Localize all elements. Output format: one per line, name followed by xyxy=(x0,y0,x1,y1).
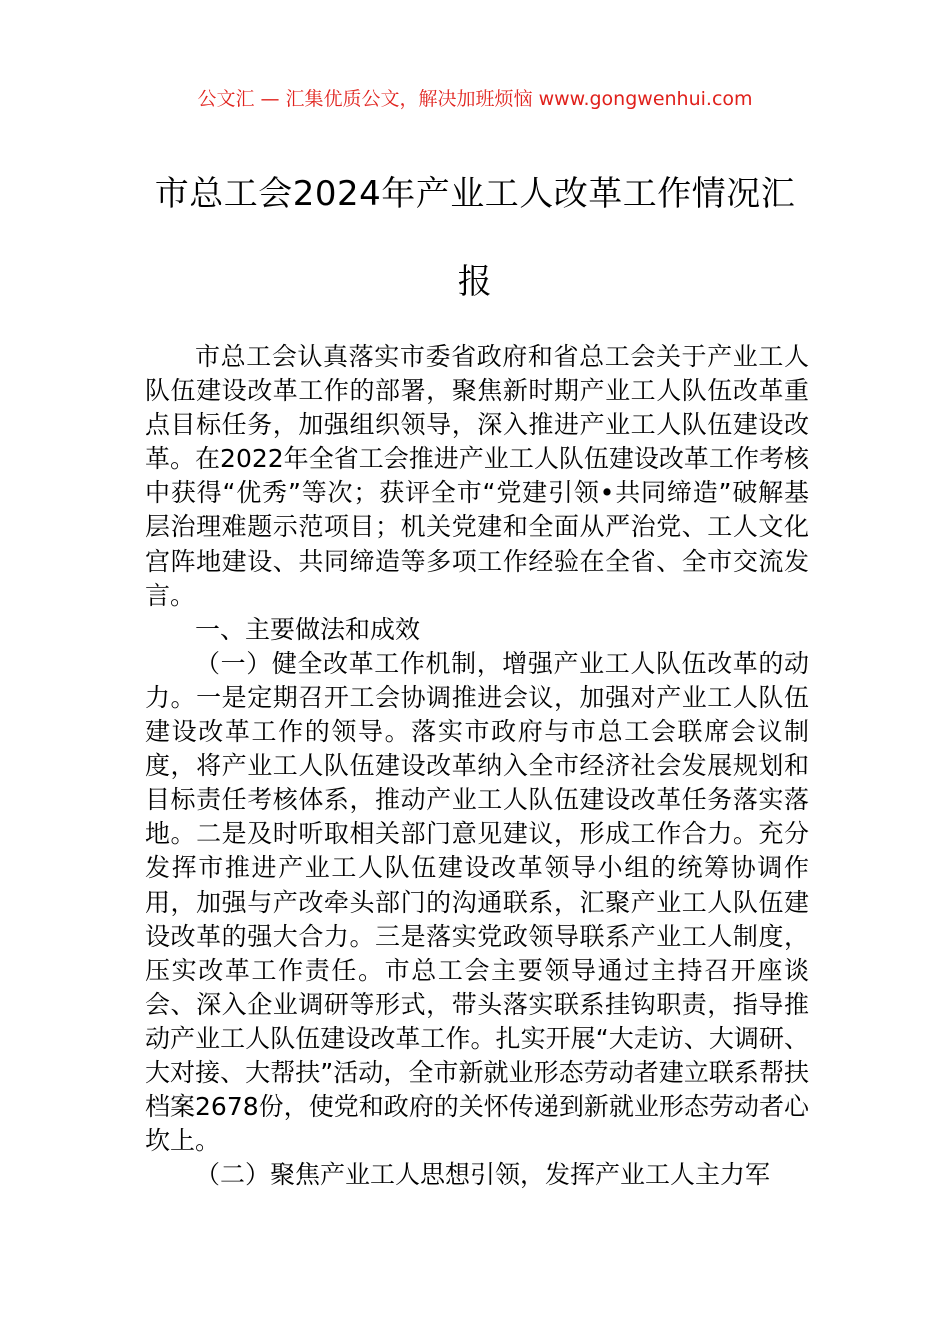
header-note: 公文汇 — 汇集优质公文，解决加班烦恼 www.gongwenhui.com xyxy=(197,88,753,110)
paragraph-intro: 市总工会认真落实市委省政府和省总工会关于产业工人队伍建设改革工作的部署，聚焦新时期产业工人队伍改革重点目标任务，加强组织领导，深入推进产业工人队伍建设改革。在2022年全省工会推进产业工人队伍建设改革工作考核中获得“优秀”等次；获评全市“党建引领•共同缔造”破解基层治理难题示范项目；机关党建和全面从严治党、工人文化宫阵地建设、共同缔造等多项工作经验在全省、全市交流发言。 xyxy=(145,342,809,610)
paragraph-section-1: （一）健全改革工作机制，增强产业工人队伍改革的动力。一是定期召开工会协调推进会议，加强对产业工人队伍建设改革工作的领导。落实市政府与市总工会联席会议制度，将产业工人队伍建设改革纳入全市经济社会发展规划和目标责任考核体系，推动产业工人队伍建设改革任务落实落地。二是及时听取相关部门意见建议，形成工作合力。充分发挥市推进产业工人队伍建设改革领导小组的统筹协调作用，加强与产改牵头部门的沟通联系，汇聚产业工人队伍建设改革的强大合力。三是落实党政领导联系产业工人制度，压实改革工作责任。市总工会主要领导通过主持召开座谈会、深入企业调研等形式，带头落实联系挂钩职责，指导推动产业工人队伍建设改革工作。扎实开展“大走访、大调研、大对接、大帮扶”活动，全市新就业形态劳动者建立联系帮扶档案2678份，使党和政府的关怀传递到新就业形态劳动者心坎上。 xyxy=(145,648,809,1156)
document-body xyxy=(145,340,809,1192)
paragraph-section-2: （二）聚焦产业工人思想引领，发挥产业工人主力军 xyxy=(195,1160,771,1190)
section-heading: 一、主要做法和成效 xyxy=(195,614,421,644)
document-title: 市总工会2024年产业工人改革工作情况汇报 xyxy=(154,174,796,302)
